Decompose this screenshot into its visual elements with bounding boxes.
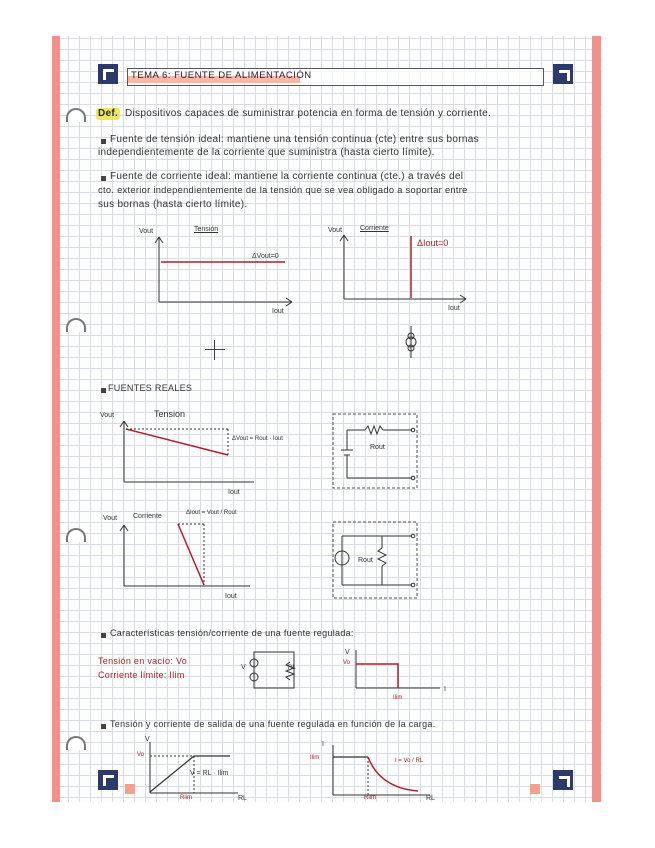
graph-ideal-voltage-ylabel: Vout bbox=[139, 228, 154, 235]
graph-ideal-voltage-xlabel: Iout bbox=[272, 308, 284, 315]
graph-real-current-annotation: ΔIout = Vout / Rout bbox=[186, 510, 237, 516]
load-graph1-xlabel: RL bbox=[238, 795, 247, 802]
circuit-real-voltage-resistor-label: Rout bbox=[370, 444, 385, 451]
regulated-graph-ilim-label: Ilim bbox=[393, 695, 403, 701]
graph-ideal-voltage-axes bbox=[155, 237, 292, 306]
ideal-current-line2: cto. exterior independientemente de la tensión que se vea obligado a soportar entre bbox=[98, 185, 468, 195]
circuit-real-current-resistor-label: Rout bbox=[358, 557, 373, 564]
regulated-note2: Corriente límite: Ilim bbox=[98, 670, 185, 680]
graph-ideal-current-ylabel: Vout bbox=[328, 227, 343, 234]
graph-real-voltage-axes bbox=[120, 421, 254, 482]
graph-real-voltage-title: Tension bbox=[154, 409, 186, 419]
load-graph1-ylabel: V bbox=[145, 736, 150, 743]
graph-ideal-current-axes bbox=[340, 235, 466, 303]
load-graph1-rlim-label: Rlim bbox=[180, 795, 192, 801]
regulated-heading: Características tensión/corriente de una fuente regulada: bbox=[110, 628, 354, 638]
circuit-real-current bbox=[333, 522, 417, 598]
graph-ideal-current-annotation: ΔIout=0 bbox=[417, 238, 449, 248]
load-graph2-ylabel: I bbox=[322, 741, 324, 748]
load-graph2-ilim-label: Ilim bbox=[310, 755, 320, 761]
graph-real-current-axes bbox=[120, 525, 250, 586]
graph-ideal-current-xlabel: Iout bbox=[448, 305, 460, 312]
graph-real-current-ylabel: Vout bbox=[103, 515, 118, 522]
definition-text: Dispositivos capaces de suministrar potencia en forma de tensión y corriente. bbox=[125, 108, 492, 119]
definition-prefix: Def. bbox=[98, 108, 119, 119]
ideal-voltage-line2: independientemente de la corriente que suministra (hasta cierto límite). bbox=[98, 147, 435, 158]
load-graph2-axes bbox=[333, 745, 430, 795]
graph-real-voltage-line bbox=[126, 429, 228, 455]
regulated-graph-xlabel: I bbox=[444, 686, 446, 693]
page-title: TEMA 6: FUENTE DE ALIMENTACIÓN bbox=[131, 70, 312, 81]
regulated-graph-vo-label: Vo bbox=[343, 660, 351, 666]
regulated-circuit-v-label: V bbox=[241, 664, 246, 671]
real-sources-heading: FUENTES REALES bbox=[108, 383, 193, 393]
current-source-symbol-icon bbox=[406, 326, 416, 358]
graph-real-current-title: Corriente bbox=[133, 513, 162, 520]
ideal-voltage-line1: Fuente de tensión ideal: mantiene una tensión continua (cte) entre sus bornas bbox=[110, 134, 479, 145]
circuit-real-voltage bbox=[333, 414, 417, 488]
graph-real-voltage-xlabel: Iout bbox=[228, 489, 240, 496]
load-graph2-xlabel: RL bbox=[426, 795, 435, 802]
output-vs-load-heading: Tensión y corriente de salida de una fuente regulada en función de la carga. bbox=[110, 719, 436, 729]
regulated-note1: Tensión en vacío: Vo bbox=[98, 656, 188, 666]
graph-real-current-xlabel: Iout bbox=[225, 593, 237, 600]
graph-ideal-current-title: Corriente bbox=[360, 225, 389, 232]
graph-ideal-voltage-title: Tensión bbox=[194, 226, 219, 233]
regulated-graph-ylabel: V bbox=[345, 649, 350, 656]
load-graph1-annotation: V = RL · Ilim bbox=[190, 770, 229, 777]
ideal-current-line1: Fuente de corriente ideal: mantiene la corriente continua (cte.) a través del bbox=[110, 171, 464, 182]
load-graph2-rlim-label: Rlim bbox=[364, 795, 376, 801]
ideal-current-line3: sus bornas (hasta cierto límite). bbox=[98, 199, 248, 210]
load-graph2-curve bbox=[368, 757, 418, 791]
graph-ideal-voltage-annotation: ΔVout=0 bbox=[252, 253, 279, 260]
graph-real-voltage-ylabel: Vout bbox=[100, 412, 115, 419]
graph-real-current-line bbox=[178, 524, 204, 585]
load-graph1-line bbox=[150, 756, 230, 792]
load-graph2-annotation: I = Vo / RL bbox=[395, 758, 424, 764]
regulated-circuit-load-label: RL bbox=[288, 665, 296, 671]
regulated-graph-line bbox=[356, 664, 398, 688]
graph-real-voltage-annotation: ΔVout = Rout · Iout bbox=[232, 436, 283, 442]
regulated-circuit bbox=[250, 652, 294, 688]
load-graph1-vo-label: Vo bbox=[137, 752, 145, 758]
